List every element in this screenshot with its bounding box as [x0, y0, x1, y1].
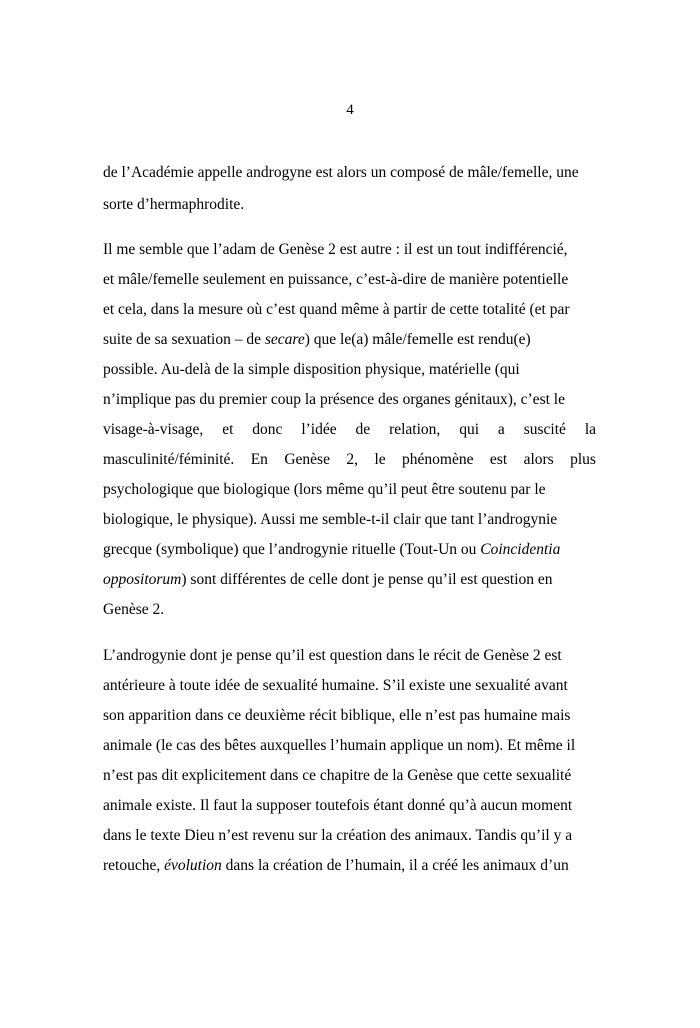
- text-line: psychologique que biologique (lors même qu’il peut être soutenu par le: [103, 481, 546, 498]
- text-line: visage-à-visage, et donc l’idée de relation, qui a suscité la: [103, 421, 596, 438]
- text-line: et cela, dans la mesure où c’est quand même à partir de cette totalité (et par: [103, 301, 570, 318]
- text-line: L’androgynie dont je pense qu’il est question dans le récit de Genèse 2 est: [103, 647, 562, 664]
- text-line: de l’Académie appelle androgyne est alors un composé de mâle/femelle, une: [103, 164, 579, 181]
- text-line: possible. Au-delà de la simple disposition physique, matérielle (qui: [103, 361, 520, 378]
- italic-term: Coincidentia: [480, 541, 561, 558]
- text-line: Genèse 2.: [103, 601, 165, 618]
- text-line: retouche, évolution dans la création de l’humain, il a créé les animaux d’un: [103, 857, 569, 874]
- text-line: dans le texte Dieu n’est revenu sur la création des animaux. Tandis qu’il y a: [103, 827, 573, 844]
- text-line: suite de sa sexuation – de secare) que le(a) mâle/femelle est rendu(e): [103, 331, 531, 348]
- text-line: animale (le cas des bêtes auxquelles l’humain applique un nom). Et même il: [103, 737, 576, 754]
- text-line: n’implique pas du premier coup la présence des organes génitaux), c’est le: [103, 391, 565, 408]
- text-line: animale existe. Il faut la supposer toutefois étant donné qu’à aucun moment: [103, 797, 573, 814]
- text-line: son apparition dans ce deuxième récit biblique, elle n’est pas humaine mais: [103, 707, 571, 724]
- text-line: antérieure à toute idée de sexualité humaine. S’il existe une sexualité avant: [103, 677, 568, 694]
- italic-term: oppositorum: [103, 571, 182, 588]
- text-line: masculinité/féminité. En Genèse 2, le phénomène est alors plus: [103, 451, 596, 468]
- text-line: n’est pas dit explicitement dans ce chapitre de la Genèse que cette sexualité: [103, 767, 572, 784]
- text-line: et mâle/femelle seulement en puissance, c’est-à-dire de manière potentielle: [103, 271, 569, 288]
- text-line: Il me semble que l’adam de Genèse 2 est autre : il est un tout indifférencié,: [103, 241, 568, 258]
- italic-term: évolution: [164, 857, 222, 874]
- page-number: 4: [346, 102, 354, 118]
- text-line: biologique, le physique). Aussi me semble-t-il clair que tant l’androgynie: [103, 511, 558, 528]
- text-line: grecque (symbolique) que l’androgynie rituelle (Tout-Un ou Coincidentia: [103, 541, 561, 558]
- text-line: sorte d’hermaphrodite.: [103, 196, 245, 213]
- text-line: oppositorum) sont différentes de celle dont je pense qu’il est question en: [103, 571, 553, 588]
- italic-term: secare: [264, 331, 305, 348]
